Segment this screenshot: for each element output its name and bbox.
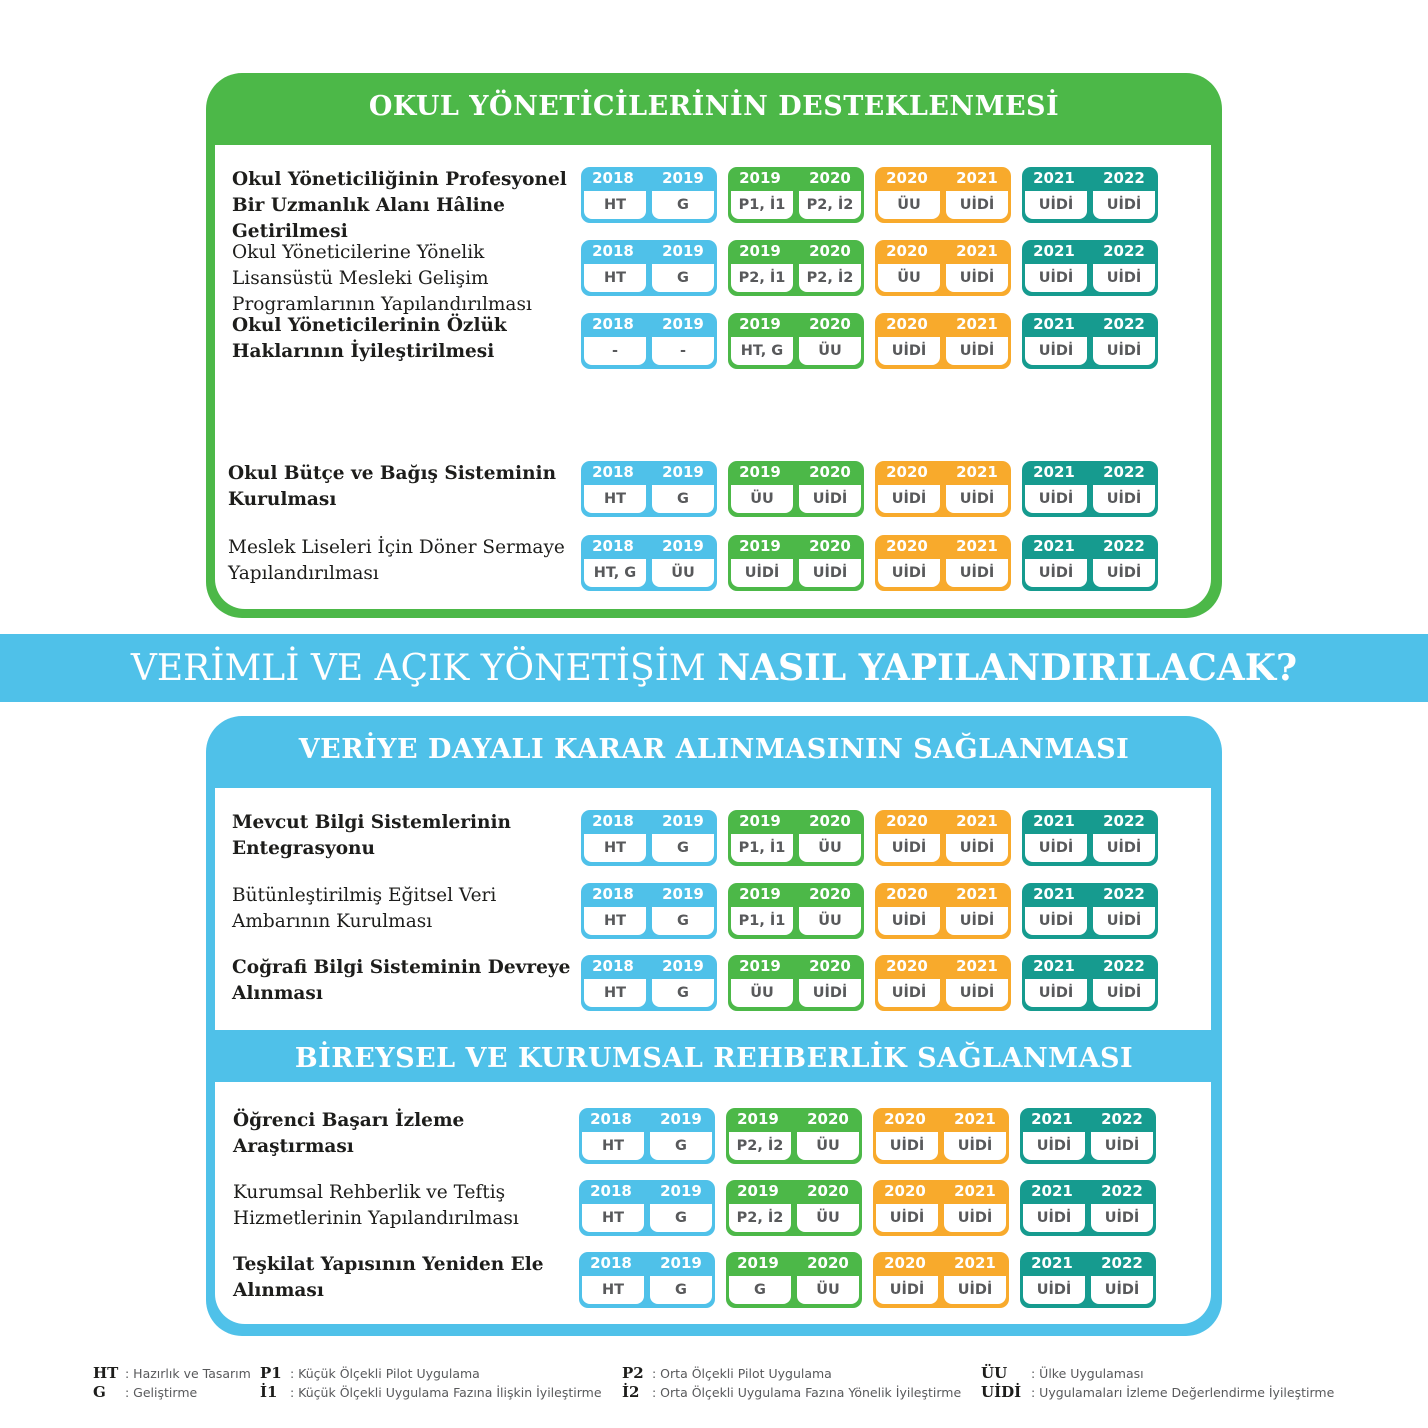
row-label: Okul Bütçe ve Bağış Sisteminin Kurulması [228,463,557,510]
status-cell: UİDİ [1091,1132,1153,1160]
legend-key: İ1 [260,1383,278,1401]
year-label: 2022 [1103,957,1145,975]
year-label: 2021 [1031,1182,1073,1200]
status-cell: UİDİ [1023,1132,1085,1160]
year-label: 2019 [739,812,781,830]
status-cell: UİDİ [878,907,940,935]
legend-text: : Ülke Uygulaması [1031,1366,1144,1381]
status-cell: UİDİ [1093,979,1155,1007]
year-label: 2020 [884,1110,926,1128]
row-label: Mevcut Bilgi Sistemlerinin Entegrasyonu [232,812,511,859]
timeline-group [581,810,717,866]
section-title-data-driven: VERİYE DAYALI KARAR ALINMASININ SAĞLANMASI [298,734,1130,765]
status-cell: G [652,834,714,862]
status-cell: UİDİ [1093,907,1155,935]
status-cell: UİDİ [876,1204,938,1232]
status-cell: HT [582,1132,644,1160]
timeline-group [875,240,1011,296]
status-cell: HT [584,485,646,513]
year-label: 2018 [592,885,634,903]
year-label: 2019 [662,169,704,187]
legend-item [622,1364,961,1383]
legend-key: UİDİ [981,1383,1022,1401]
status-cell: UİDİ [946,907,1008,935]
legend-item [622,1383,961,1402]
legend-text: : Geliştirme [125,1385,198,1400]
year-label: 2019 [662,463,704,481]
timeline-group [728,955,864,1011]
year-label: 2022 [1101,1110,1143,1128]
year-label: 2019 [662,537,704,555]
status-cell: ÜU [799,337,861,365]
status-cell: HT [582,1204,644,1232]
timeline-group [1022,313,1158,369]
status-cell: UİDİ [799,979,861,1007]
status-cell: UİDİ [1093,834,1155,862]
year-label: 2019 [662,242,704,260]
timeline-group [726,1180,862,1236]
legend-text: : Orta Ölçekli Pilot Uygulama [652,1366,832,1381]
status-cell: UİDİ [1025,907,1087,935]
status-cell: UİDİ [946,979,1008,1007]
section-title-school-financing [206,398,1222,429]
legend-key: İ2 [622,1383,640,1401]
row-label: Meslek Liseleri İçin Döner Sermaye Yapılandırılması [228,537,565,584]
year-label: 2019 [660,1110,702,1128]
year-label: 2019 [662,957,704,975]
status-cell: UİDİ [946,834,1008,862]
status-cell: HT [582,1276,644,1304]
status-cell: UİDİ [946,264,1008,292]
timeline-group [581,955,717,1011]
status-cell: UİDİ [799,559,861,587]
status-cell: ÜU [797,1204,859,1232]
year-label: 2019 [737,1182,779,1200]
heading-bold: NASIL YAPILANDIRILACAK? [717,647,1298,689]
status-cell: G [650,1204,712,1232]
legend-col-2 [260,1364,602,1402]
status-cell: UİDİ [876,1132,938,1160]
legend-text: : Küçük Ölçekli Pilot Uygulama [290,1366,480,1381]
timeline-group [875,167,1011,223]
status-cell: HT [584,907,646,935]
status-cell: HT [584,264,646,292]
year-label: 2021 [954,1110,996,1128]
legend-item [981,1364,1334,1383]
year-label: 2022 [1103,812,1145,830]
timeline-group [728,535,864,591]
year-label: 2021 [956,169,998,187]
status-cell: P2, İ1 [731,264,793,292]
status-cell: G [652,191,714,219]
year-label: 2020 [809,885,851,903]
status-cell: HT, G [731,337,793,365]
year-label: 2018 [590,1254,632,1272]
status-cell: UİDİ [946,191,1008,219]
year-label: 2020 [886,537,928,555]
year-label: 2018 [592,242,634,260]
legend-col-1 [93,1364,251,1402]
year-label: 2020 [886,812,928,830]
timeline-group [1020,1108,1156,1164]
status-cell: P2, İ2 [729,1132,791,1160]
year-label: 2021 [956,242,998,260]
year-label: 2020 [809,957,851,975]
year-label: 2022 [1103,242,1145,260]
legend-text: : Küçük Ölçekli Uygulama Fazına İlişkin İyileştirme [290,1385,602,1400]
year-label: 2020 [807,1254,849,1272]
year-label: 2022 [1103,537,1145,555]
year-label: 2019 [739,242,781,260]
legend-col-4 [981,1364,1334,1402]
status-cell: UİDİ [1025,264,1087,292]
year-label: 2020 [886,957,928,975]
section-title-guidance: BİREYSEL VE KURUMSAL REHBERLİK SAĞLANMASI [294,1043,1134,1074]
governance-support-panel [206,73,1222,618]
year-label: 2019 [739,957,781,975]
heading-light: VERİMLİ VE AÇIK YÖNETİŞİM [130,648,706,689]
timeline-group [728,883,864,939]
status-cell: P2, İ2 [799,191,861,219]
year-label: 2019 [662,315,704,333]
year-label: 2020 [807,1110,849,1128]
status-cell: UİDİ [1025,834,1087,862]
status-cell: UİDİ [1091,1276,1153,1304]
status-cell: UİDİ [1025,485,1087,513]
legend-item [260,1364,602,1383]
status-cell: HT [584,191,646,219]
timeline-group [875,810,1011,866]
section-body-data-driven [215,788,1211,1030]
timeline-group [579,1180,715,1236]
year-label: 2021 [956,463,998,481]
year-label: 2018 [592,537,634,555]
status-cell: UİDİ [878,834,940,862]
year-label: 2020 [809,463,851,481]
timeline-group [875,883,1011,939]
timeline-group [728,810,864,866]
status-cell: UİDİ [1093,337,1155,365]
year-label: 2022 [1101,1254,1143,1272]
status-cell: UİDİ [1025,337,1087,365]
year-label: 2020 [886,169,928,187]
section-body-guidance [215,1082,1211,1324]
status-cell: - [652,337,714,365]
year-label: 2019 [660,1254,702,1272]
status-cell: UİDİ [1023,1276,1085,1304]
status-cell: UİDİ [1093,191,1155,219]
status-cell: G [650,1276,712,1304]
year-label: 2021 [956,537,998,555]
status-cell: G [652,264,714,292]
section-title-school-administrators: OKUL YÖNETİCİLERİNİN DESTEKLENMESİ [368,91,1060,122]
data-guidance-panel [206,716,1222,1336]
year-label: 2018 [592,812,634,830]
legend-key: P1 [260,1364,282,1382]
status-cell: G [652,907,714,935]
status-cell: G [652,485,714,513]
timeline-group [875,461,1011,517]
row-label: Okul Yöneticiliğinin Profesyonel Bir Uzmanlık Alanı Hâline Getirilmesi [232,169,567,242]
title-bold: OKUL FİNANSMANININ [362,398,741,429]
legend-text: : Orta Ölçekli Uygulama Fazına Yönelik İyileştirme [652,1385,962,1400]
status-cell: UİDİ [946,337,1008,365]
timeline-group [581,535,717,591]
year-label: 2021 [1033,169,1075,187]
timeline-group [728,313,864,369]
timeline-group [1020,1180,1156,1236]
status-cell: UİDİ [731,559,793,587]
status-cell: HT [584,979,646,1007]
legend-item [981,1383,1334,1402]
main-heading-band [0,634,1428,702]
status-cell: UİDİ [1025,559,1087,587]
status-cell: UİDİ [799,485,861,513]
year-label: 2020 [807,1182,849,1200]
year-label: 2018 [592,315,634,333]
status-cell: ÜU [797,1132,859,1160]
status-cell: ÜU [652,559,714,587]
year-label: 2018 [590,1110,632,1128]
year-label: 2020 [809,315,851,333]
year-label: 2020 [886,242,928,260]
status-cell: UİDİ [946,559,1008,587]
status-cell: ÜU [878,191,940,219]
status-cell: P1, İ1 [731,191,793,219]
timeline-group [579,1108,715,1164]
year-label: 2019 [739,315,781,333]
status-cell: ÜU [731,485,793,513]
legend-key: P2 [622,1364,644,1382]
row-label: Coğrafi Bilgi Sisteminin Devreye Alınması [232,957,571,1004]
timeline-group [581,167,717,223]
legend-item [93,1383,251,1402]
year-label: 2022 [1103,885,1145,903]
legend-key: G [93,1383,106,1401]
year-label: 2020 [886,315,928,333]
year-label: 2018 [592,169,634,187]
legend-col-3 [622,1364,961,1402]
year-label: 2019 [739,537,781,555]
timeline-group [579,1252,715,1308]
legend-item [260,1383,602,1402]
row-label: Teşkilat Yapısının Yeniden Ele Alınması [233,1254,544,1301]
status-cell: - [584,337,646,365]
year-label: 2021 [1033,242,1075,260]
year-label: 2018 [592,463,634,481]
status-cell: ÜU [799,834,861,862]
status-cell: UİDİ [944,1204,1006,1232]
timeline-group [1022,883,1158,939]
row-label: Öğrenci Başarı İzleme Araştırması [233,1110,465,1157]
year-label: 2021 [956,812,998,830]
row-label: Okul Yöneticilerinin Özlük Haklarının İyileştirilmesi [232,315,507,362]
year-label: 2018 [590,1182,632,1200]
year-label: 2020 [809,537,851,555]
year-label: 2020 [809,242,851,260]
year-label: 2021 [954,1254,996,1272]
year-label: 2021 [1033,537,1075,555]
year-label: 2020 [809,169,851,187]
timeline-group [1020,1252,1156,1308]
timeline-group [1022,461,1158,517]
year-label: 2022 [1103,463,1145,481]
status-cell: UİDİ [876,1276,938,1304]
timeline-group [1022,240,1158,296]
timeline-group [581,883,717,939]
year-label: 2019 [739,169,781,187]
year-label: 2021 [954,1182,996,1200]
status-cell: HT [584,834,646,862]
timeline-group [1022,955,1158,1011]
timeline-group [873,1252,1009,1308]
status-cell: UİDİ [1093,559,1155,587]
status-cell: UİDİ [1025,191,1087,219]
year-label: 2022 [1101,1182,1143,1200]
legend-text: : Hazırlık ve Tasarım [125,1366,251,1381]
year-label: 2021 [1031,1110,1073,1128]
year-label: 2019 [739,463,781,481]
row-label: Okul Yöneticilerine Yönelik Lisansüstü Mesleki Gelişim Programlarının Yapılandırılması [232,242,532,315]
timeline-group [726,1108,862,1164]
timeline-group [728,167,864,223]
timeline-group [873,1180,1009,1236]
timeline-group [875,535,1011,591]
status-cell: UİDİ [944,1276,1006,1304]
status-cell: ÜU [799,907,861,935]
status-cell: UİDİ [1093,264,1155,292]
legend-key: HT [93,1364,119,1382]
year-label: 2021 [1031,1254,1073,1272]
year-label: 2021 [1033,812,1075,830]
year-label: 2018 [592,957,634,975]
status-cell: UİDİ [1023,1204,1085,1232]
status-cell: G [650,1132,712,1160]
status-cell: UİDİ [1091,1204,1153,1232]
status-cell: ÜU [797,1276,859,1304]
timeline-group [726,1252,862,1308]
status-cell: P1, İ1 [731,907,793,935]
status-cell: G [729,1276,791,1304]
timeline-group [581,313,717,369]
year-label: 2021 [1033,957,1075,975]
year-label: 2022 [1103,169,1145,187]
year-label: 2019 [737,1254,779,1272]
year-label: 2020 [884,1182,926,1200]
year-label: 2021 [956,315,998,333]
timeline-group [875,313,1011,369]
year-label: 2019 [660,1182,702,1200]
year-label: 2021 [956,885,998,903]
row-label: Kurumsal Rehberlik ve Teftiş Hizmetlerinin Yapılandırılması [233,1182,519,1229]
year-label: 2021 [1033,315,1075,333]
status-cell: P1, İ1 [731,834,793,862]
status-cell: G [652,979,714,1007]
status-cell: UİDİ [878,559,940,587]
status-cell: UİDİ [878,979,940,1007]
status-cell: ÜU [731,979,793,1007]
year-label: 2022 [1103,315,1145,333]
year-label: 2019 [737,1110,779,1128]
year-label: 2021 [1033,885,1075,903]
status-cell: UİDİ [946,485,1008,513]
timeline-group [1022,167,1158,223]
timeline-group [581,240,717,296]
timeline-group [728,240,864,296]
section-body-school-financing [215,443,1211,609]
year-label: 2020 [809,812,851,830]
row-label: Bütünleştirilmiş Eğitsel Veri Ambarının Kurulması [232,885,497,932]
year-label: 2021 [956,957,998,975]
year-label: 2020 [886,885,928,903]
status-cell: UİDİ [1025,979,1087,1007]
legend-key: ÜU [981,1364,1008,1382]
status-cell: ÜU [878,264,940,292]
year-label: 2019 [662,885,704,903]
status-cell: UİDİ [1093,485,1155,513]
legend-text: : Uygulamaları İzleme Değerlendirme İyileştirme [1031,1385,1335,1400]
status-cell: UİDİ [878,485,940,513]
year-label: 2020 [886,463,928,481]
status-cell: UİDİ [878,337,940,365]
timeline-group [875,955,1011,1011]
title-light: ÇEŞİTLENDİRİLMESİ [750,398,1066,429]
status-cell: P2, İ2 [799,264,861,292]
timeline-group [1022,535,1158,591]
legend-item [93,1364,251,1383]
status-cell: HT, G [584,559,646,587]
timeline-group [873,1108,1009,1164]
year-label: 2020 [884,1254,926,1272]
year-label: 2019 [662,812,704,830]
status-cell: UİDİ [944,1132,1006,1160]
status-cell: P2, İ2 [729,1204,791,1232]
timeline-group [1022,810,1158,866]
year-label: 2019 [739,885,781,903]
timeline-group [581,461,717,517]
timeline-group [728,461,864,517]
year-label: 2021 [1033,463,1075,481]
